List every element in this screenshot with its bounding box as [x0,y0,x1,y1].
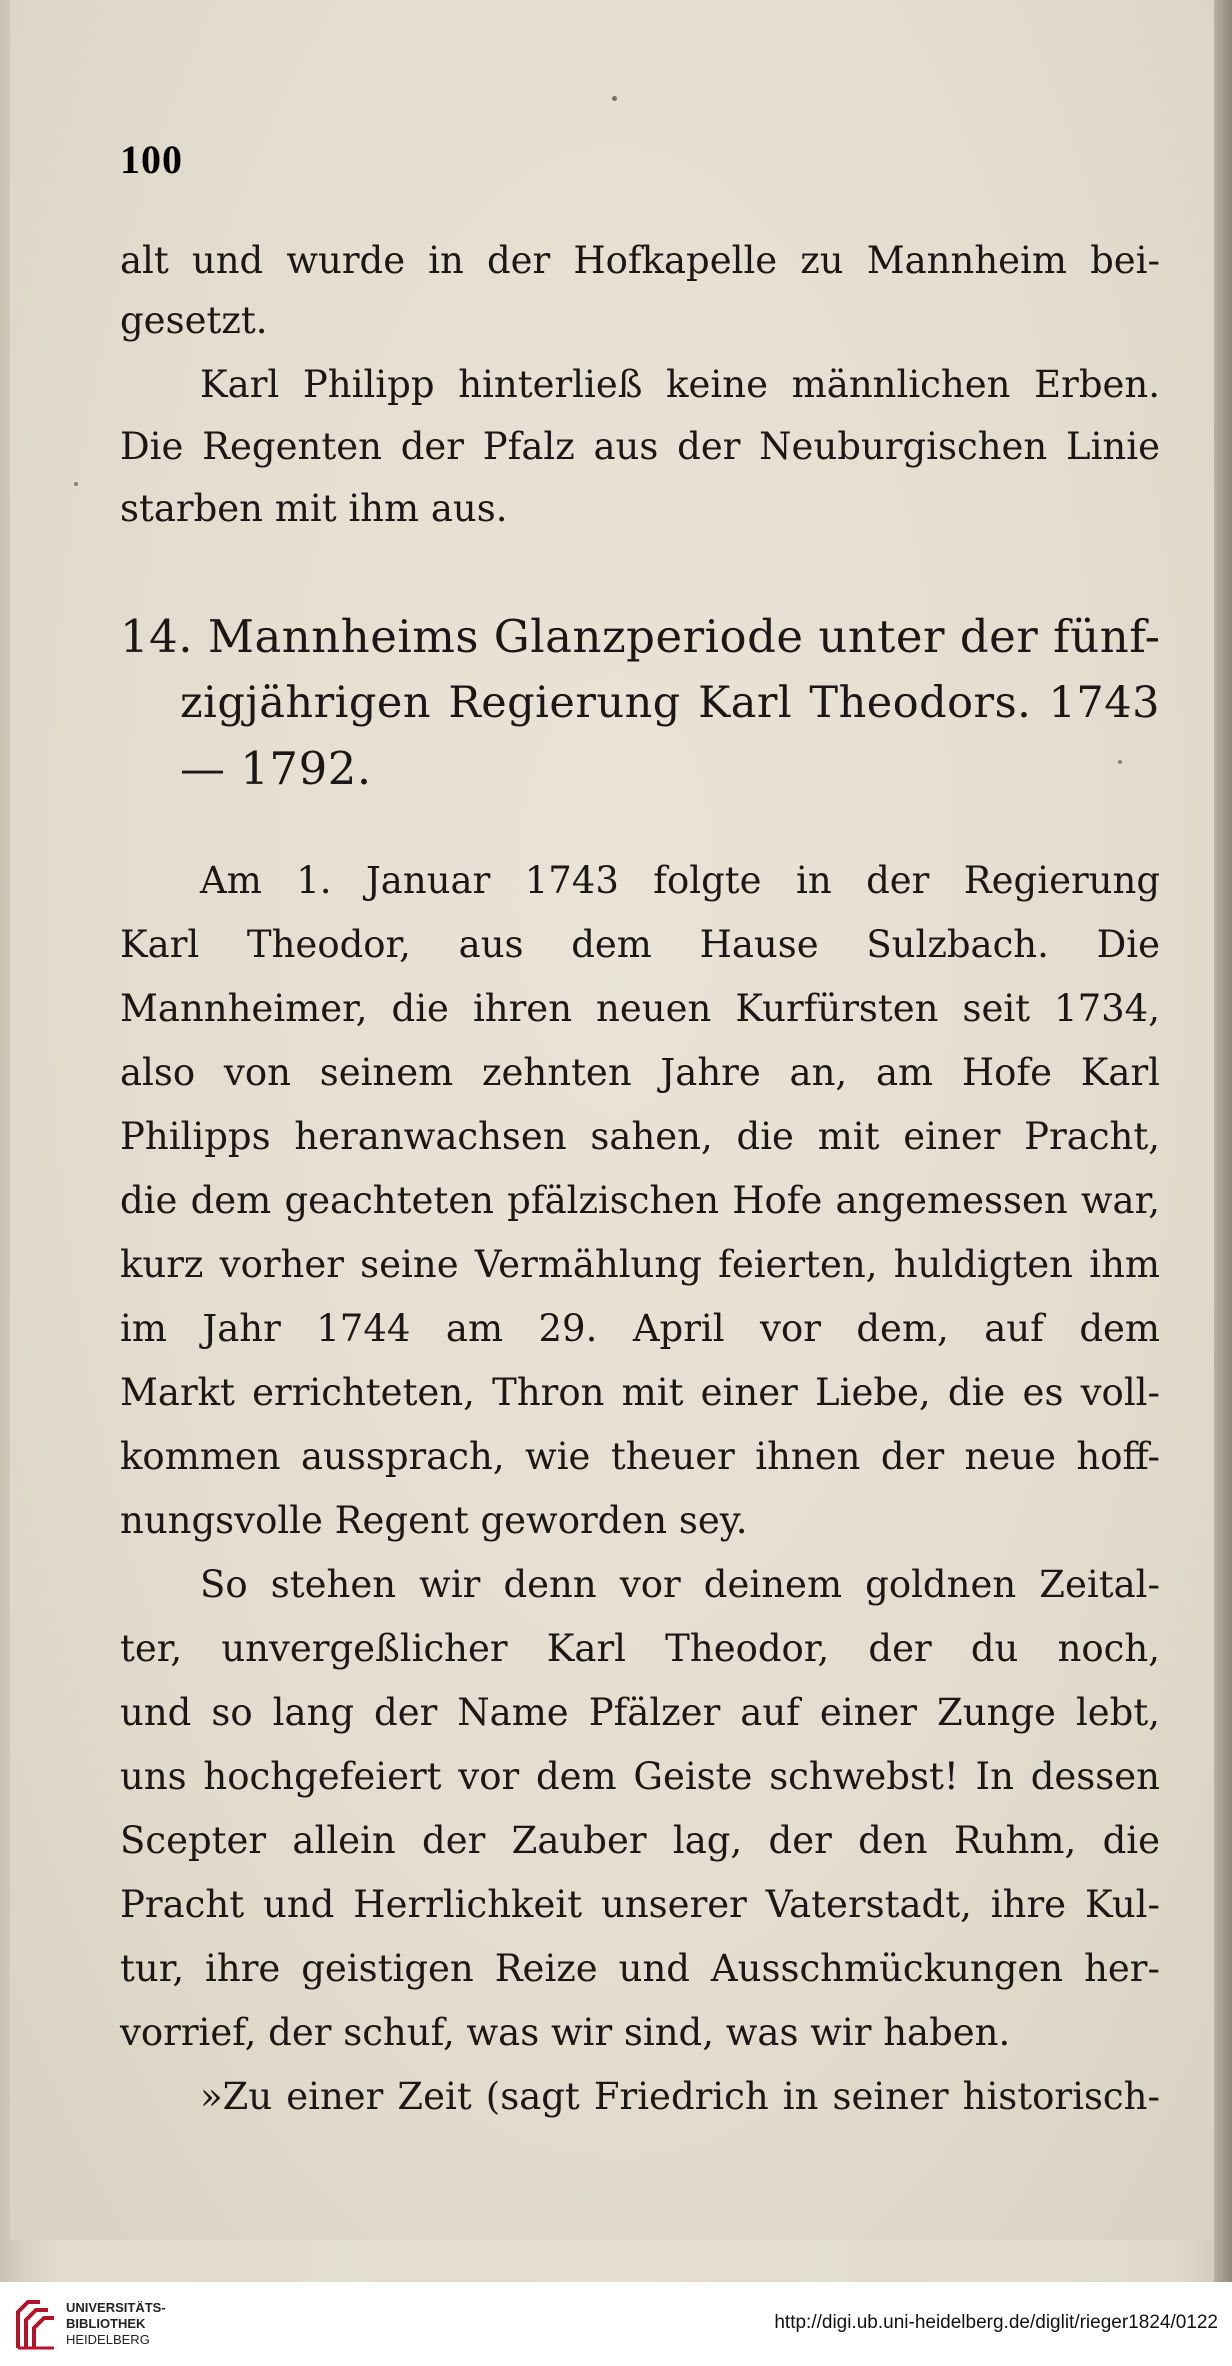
library-name-line: UNIVERSITÄTS- [66,2300,166,2315]
section-heading: zigjährigen Regierung Karl Theodors. 1743 [180,678,1160,728]
text-line: also von seinem zehnten Jahre an, am Hofe Karl [120,1051,1160,1094]
text-line: die dem geachteten pfälzischen Hofe angemessen war, [120,1179,1160,1222]
text-line: gesetzt. [120,299,268,342]
permalink-url[interactable]: http://digi.ub.uni-heidelberg.de/diglit/rieger1824/0122 [774,2312,1218,2333]
page-number: 100 [120,137,183,182]
text-line: Mannheimer, die ihren neuen Kurfürsten seit 1734, [120,987,1160,1030]
library-name-line: BIBLIOTHEK [66,2316,146,2331]
text-line: im Jahr 1744 am 29. April vor dem, auf dem [120,1307,1160,1350]
book-edge [1214,0,1232,2282]
library-name [66,2300,166,2348]
paper-speck [1118,760,1122,764]
section-heading: 14. Mannheims Glanzperiode unter der fünf- [120,610,1161,663]
text-line: uns hochgefeiert vor dem Geiste schwebst! In dessen [120,1755,1160,1798]
text-line: Die Regenten der Pfalz aus der Neuburgischen Linie [120,425,1160,468]
text-line: Markt errichteten, Thron mit einer Liebe, die es voll- [120,1371,1160,1414]
section-heading: — 1792. [180,742,372,795]
paper-speck [74,482,78,486]
text-line: Karl Theodor, aus dem Hause Sulzbach. Die [120,923,1160,966]
text-line: vorrief, der schuf, was wir sind, was wir haben. [120,2011,1011,2054]
digitization-footer [0,2282,1232,2366]
text-line: alt und wurde in der Hofkapelle zu Mannheim bei- [120,239,1160,282]
text-line: ter, unvergeßlicher Karl Theodor, der du noch, [120,1627,1160,1670]
ub-heidelberg-logo-icon [14,2294,58,2352]
text-line: und so lang der Name Pfälzer auf einer Zunge lebt, [120,1691,1160,1734]
text-line: nungsvolle Regent geworden sey. [120,1499,748,1542]
text-line: kurz vorher seine Vermählung feierten, huldigten ihm [120,1243,1160,1286]
text-line: kommen aussprach, wie theuer ihnen der neue hoff- [120,1435,1160,1478]
text-line: starben mit ihm aus. [120,487,508,530]
text-line: tur, ihre geistigen Reize und Ausschmückungen her- [120,1947,1160,1990]
text-line: Pracht und Herrlichkeit unserer Vaterstadt, ihre Kul- [120,1883,1160,1926]
text-line: So stehen wir denn vor deinem goldnen Zeital- [200,1563,1160,1606]
text-line: Philipps heranwachsen sahen, die mit einer Pracht, [120,1115,1160,1158]
text-line: Karl Philipp hinterließ keine männlichen Erben. [200,363,1160,406]
text-line: »Zu einer Zeit (sagt Friedrich in seiner historisch- [200,2075,1160,2118]
library-name-line: HEIDELBERG [66,2332,150,2347]
text-line: Am 1. Januar 1743 folgte in der Regierung [200,859,1160,902]
text-line: Scepter allein der Zauber lag, der den Ruhm, die [120,1819,1160,1862]
paper-speck [612,96,617,101]
